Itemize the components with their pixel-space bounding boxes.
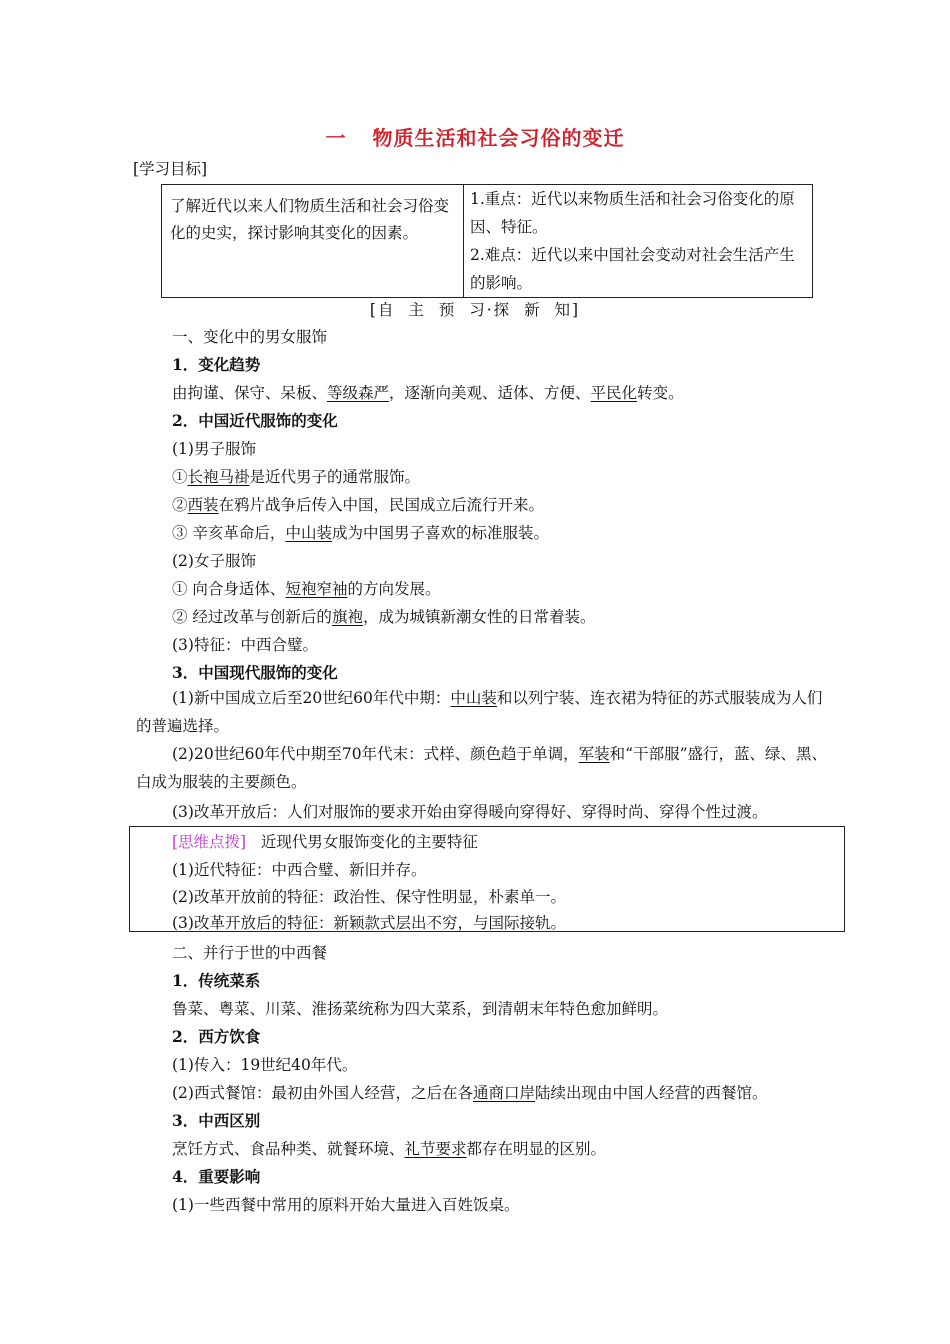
trend-text	[172, 381, 684, 403]
key-term: 等级森严	[327, 384, 390, 402]
men-item-3	[172, 521, 549, 543]
text-run: 烹饪方式、食品种类、就餐环境、	[172, 1140, 405, 1158]
text-run: 都存在明显的区别。	[466, 1140, 607, 1158]
men-item-1	[172, 465, 420, 487]
objectives-key-points	[464, 185, 812, 297]
objectives-general: 了解近代以来人们物质生活和社会习俗变化的史实，探讨影响其变化的因素。	[162, 185, 464, 297]
key-term: 礼节要求	[404, 1140, 467, 1158]
subheading-modern-era: 2．中国近代服饰的变化	[172, 411, 338, 430]
text-run: ②	[172, 496, 188, 514]
key-term: 西装	[187, 496, 219, 514]
section-banner: [自 主 预 习·探 新 知]	[369, 301, 581, 319]
women-clothing-heading: (2)女子服饰	[172, 552, 256, 570]
subheading-impact: 4．重要影响	[172, 1167, 261, 1186]
text-run: 和“干部服”盛行，蓝、绿、黑、白成为服装的主要颜色。	[136, 745, 828, 791]
section-heading-food: 二、并行于世的中西餐	[172, 944, 328, 962]
tip-item-2: (2)改革开放前的特征：政治性、保守性明显，朴素单一。	[172, 888, 566, 906]
tip-title: 近现代男女服饰变化的主要特征	[260, 833, 478, 851]
contemporary-para-2	[136, 740, 836, 796]
text-run: 和以列宁装、连衣裙为特征的苏式服装成为人们的普遍选择。	[136, 689, 823, 735]
western-intro: (1)传入：19世纪40年代。	[172, 1056, 358, 1074]
text-run: (1)新中国成立后至20世纪60年代中期：	[172, 689, 451, 707]
key-term: 平民化	[590, 384, 638, 402]
contemporary-para-1	[136, 684, 836, 740]
tip-item-1: (1)近代特征：中西合璧、新旧并存。	[172, 861, 427, 879]
subheading-trend: 1．变化趋势	[172, 355, 261, 374]
subheading-contemporary: 3．中国现代服饰的变化	[172, 663, 338, 682]
subheading-differences: 3．中西区别	[172, 1111, 261, 1130]
contemporary-para-3: (3)改革开放后：人们对服饰的要求开始由穿得暖向穿得好、穿得时尚、穿得个性过渡。	[172, 803, 768, 821]
title-text: 物质生活和社会习俗的变迁	[372, 126, 625, 150]
key-term: 军装	[578, 745, 610, 763]
text-run: ② 经过改革与创新后的	[172, 608, 332, 626]
feature-line: (3)特征：中西合璧。	[172, 636, 318, 654]
differences-text	[172, 1137, 606, 1159]
text-run: 是近代男子的通常服饰。	[249, 468, 421, 486]
text-run: 转变。	[637, 384, 684, 402]
tip-box	[129, 826, 845, 932]
page-title	[0, 122, 950, 151]
text-run: ① 向合身适体、	[172, 580, 286, 598]
key-term: 长袍马褂	[187, 468, 250, 486]
text-run: 由拘谨、保守、呆板、	[172, 384, 328, 402]
objectives-label: [学习目标]	[133, 160, 208, 178]
text-run: 的方向发展。	[347, 580, 441, 598]
western-restaurants	[172, 1081, 768, 1103]
difficult-point: 2.难点：近代以来中国社会变动对社会生活产生的影响。	[470, 246, 795, 292]
text-run: (2)西式餐馆：最初由外国人经营，之后在各	[172, 1084, 473, 1102]
text-run: ，逐渐向美观、适体、方便、	[389, 384, 591, 402]
key-term: 短袍窄袖	[285, 580, 348, 598]
cuisine-text: 鲁菜、粤菜、川菜、淮扬菜统称为四大菜系，到清朝末年特色愈加鲜明。	[172, 1000, 669, 1018]
key-term: 旗袍	[331, 608, 363, 626]
text-run: 在鸦片战争后传入中国，民国成立后流行开来。	[218, 496, 545, 514]
subheading-cuisine: 1．传统菜系	[172, 971, 261, 990]
tip-heading	[172, 830, 478, 852]
women-item-2	[172, 605, 595, 627]
key-term: 通商口岸	[472, 1084, 535, 1102]
section-heading-clothing: 一、变化中的男女服饰	[172, 328, 328, 346]
text-run: 成为中国男子喜欢的标准服装。	[331, 524, 549, 542]
women-item-1	[172, 577, 440, 599]
text-run: ③ 辛亥革命后，	[172, 524, 286, 542]
text-run: (2)20世纪60年代中期至70年代末：式样、颜色趋于单调，	[172, 745, 579, 763]
subheading-western-food: 2．西方饮食	[172, 1027, 261, 1046]
title-number: 一	[325, 126, 347, 150]
tip-label: [思维点拨]	[172, 833, 247, 851]
key-term: 中山装	[450, 689, 497, 707]
men-clothing-heading: (1)男子服饰	[172, 440, 256, 458]
men-item-2	[172, 493, 544, 515]
objectives-table	[161, 184, 813, 298]
text-run: 陆续出现由中国人经营的西餐馆。	[534, 1084, 768, 1102]
key-point: 1.重点：近代以来物质生活和社会习俗变化的原因、特征。	[470, 190, 795, 236]
text-run: ①	[172, 468, 188, 486]
impact-item-1: (1)一些西餐中常用的原料开始大量进入百姓饭桌。	[172, 1196, 520, 1214]
tip-item-3: (3)改革开放后的特征：新颖款式层出不穷，与国际接轨。	[172, 914, 566, 932]
text-run: ，成为城镇新潮女性的日常着装。	[362, 608, 596, 626]
key-term: 中山装	[285, 524, 332, 542]
